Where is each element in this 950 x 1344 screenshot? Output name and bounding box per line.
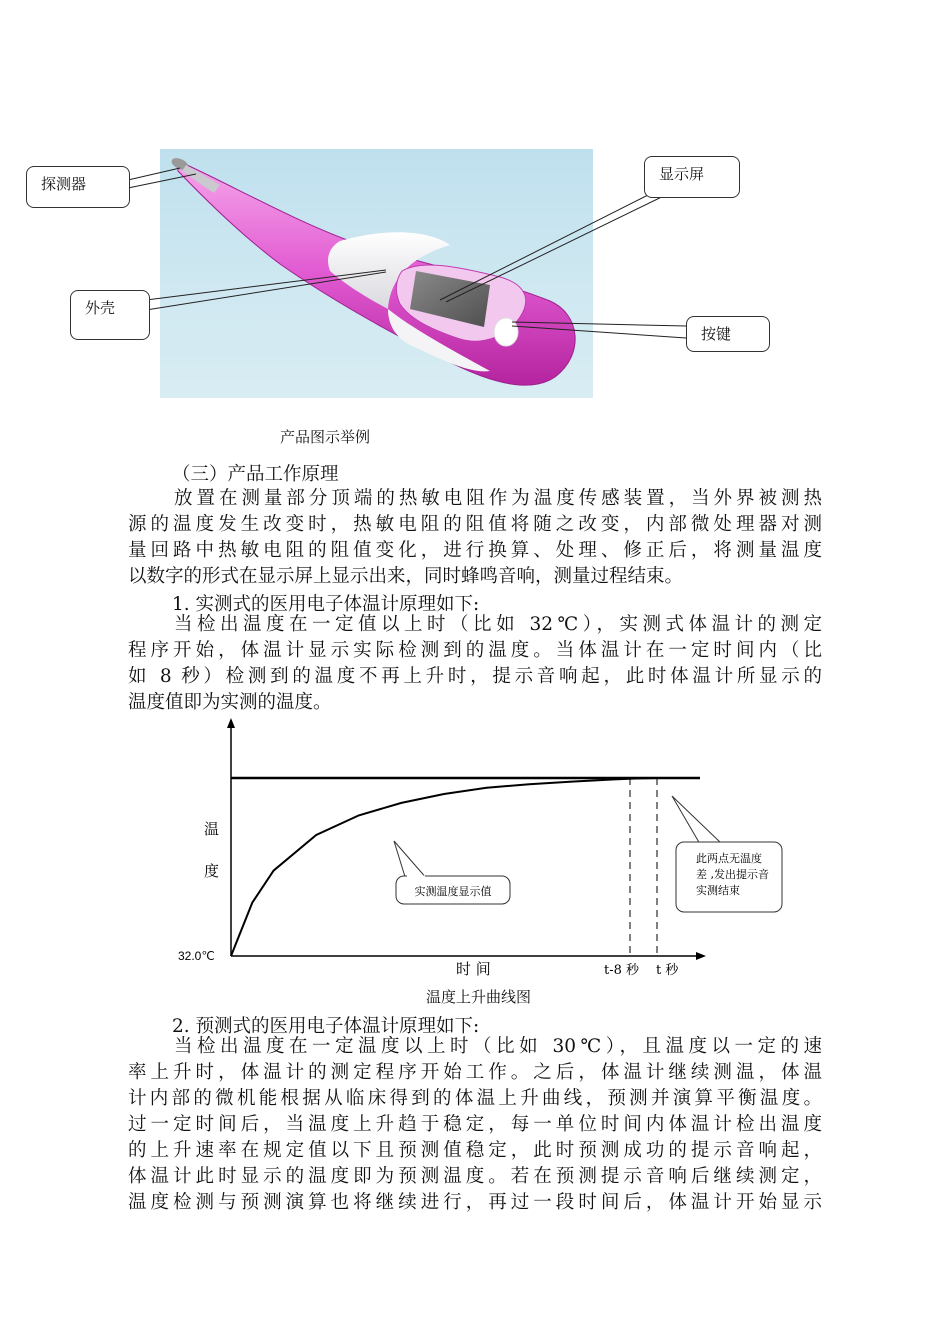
shell-leader (146, 270, 386, 300)
item1-line: 温度值即为实测的温度。 (128, 692, 332, 713)
item1-paragraph (128, 612, 822, 716)
item2-line: 率上升时，体温计的测定程序开始工作。之后，体温计继续测温，体温 (128, 1062, 822, 1083)
callout-leaders (0, 0, 950, 420)
intro-paragraph (128, 486, 822, 590)
intro-line: 源的温度发生改变时，热敏电阻的阻值将随之改变，内部微处理器对测 (128, 514, 822, 535)
end-annotation-line-3: 实测结束 (696, 884, 740, 897)
item1-line: 如 8 秒）检测到的温度不再上升时，提示音响起，此时体温计所显示的 (128, 666, 822, 687)
display-leader-2 (446, 190, 676, 302)
figure-caption-chart: 温度上升曲线图 (426, 988, 532, 1006)
callout-button (686, 316, 770, 352)
probe-leader-2 (128, 174, 196, 188)
item2-title: 2. 预测式的医用电子体温计原理如下: (172, 1016, 480, 1037)
temperature-curve (231, 778, 657, 956)
callout-shell (70, 290, 150, 340)
intro-line: 以数字的形式在显示屏上显示出来，同时蜂鸣音响，测量过程结束。 (128, 566, 684, 587)
button-leader-2 (512, 326, 686, 338)
callout-probe (26, 166, 130, 208)
temperature-rise-chart (160, 716, 769, 990)
figure-caption-product: 产品图示举例 (280, 428, 371, 446)
intro-line: 量回路中热敏电阻的阻值变化，进行换算、处理、修正后，将测量温度 (128, 540, 822, 561)
display-leader (440, 190, 658, 300)
x-tick-label: t-8 秒 (604, 963, 640, 978)
intro-line: 放置在测量部分顶端的热敏电阻作为温度传感装置，当外界被测热 (174, 488, 822, 509)
callout-shell-label: 外壳 (85, 299, 116, 317)
x-tick-label: t 秒 (656, 963, 679, 978)
y-axis-arrow (227, 718, 235, 728)
probe-leader (128, 168, 180, 180)
y-label-char-1: 温 (204, 820, 220, 838)
y-label-char-2: 度 (204, 862, 220, 880)
item2-line: 体温计此时显示的温度即为预测温度。若在预测提示音响后继续测定， (128, 1166, 822, 1187)
item2-line: 的上升速率在规定值以下且预测值稳定，此时预测成功的提示音响起， (128, 1140, 822, 1161)
section-heading: （三）产品工作原理 (172, 464, 339, 485)
callout-display (644, 156, 740, 198)
x-axis-arrow (696, 952, 706, 960)
curve-annotation (394, 841, 510, 904)
item2-line: 温度检测与预测演算也将继续进行，再过一段时间后，体温计开始显示 (128, 1192, 822, 1213)
curve-annotation-text: 实测温度显示值 (414, 885, 492, 898)
end-annotation-line-1: 此两点无温度 (696, 852, 762, 865)
button-leader (512, 322, 686, 326)
x-axis-label: 时 间 (456, 960, 491, 978)
item1-line: 当检出温度在一定值以上时（比如 32℃），实测式体温计的测定 (174, 614, 822, 635)
end-annotation (672, 796, 782, 912)
y-start-label: 32.0℃ (178, 949, 215, 963)
item2-paragraph (128, 1034, 822, 1216)
shell-leader-2 (146, 272, 386, 310)
item2-line: 当检出温度在一定温度以上时（比如 30℃），且温度以一定的速 (174, 1036, 822, 1057)
callout-button-label: 按键 (701, 325, 732, 343)
callout-display-label: 显示屏 (659, 165, 705, 183)
item2-line: 过一定时间后，当温度上升趋于稳定，每一单位时间内体温计检出温度 (128, 1114, 822, 1135)
item1-title: 1. 实测式的医用电子体温计原理如下: (172, 594, 480, 615)
callout-probe-label: 探测器 (41, 175, 87, 193)
item2-line: 计内部的微机能根据从临床得到的体温上升曲线，预测并演算平衡温度。 (128, 1088, 822, 1109)
end-annotation-line-2: 差 ,发出提示音 (696, 868, 769, 881)
item1-line: 程序开始，体温计显示实际检测到的温度。当体温计在一定时间内（比 (128, 640, 822, 661)
